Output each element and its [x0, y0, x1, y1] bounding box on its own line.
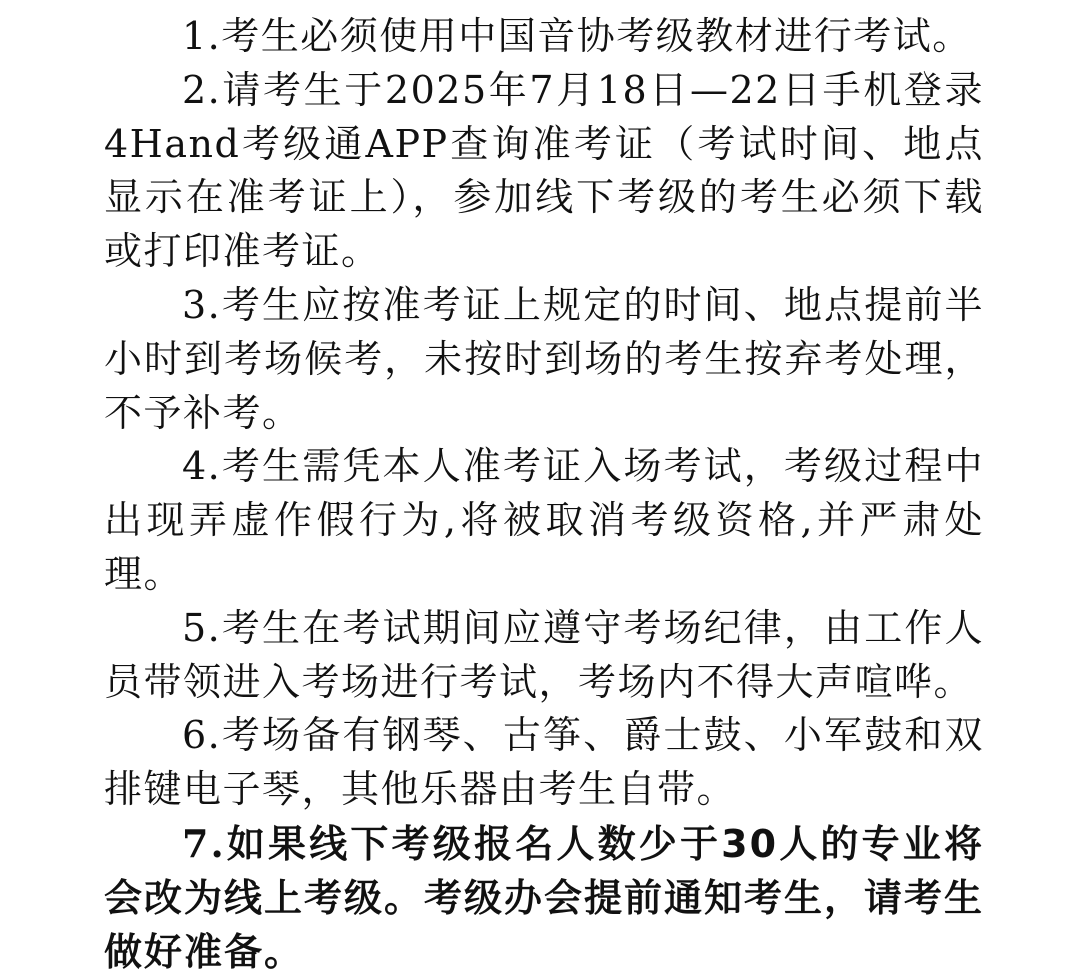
notice-item-2	[104, 64, 984, 279]
item-number: 6.	[182, 713, 222, 758]
item-number: 5.	[182, 605, 222, 650]
item-text: 请考生于2025年7月18日—22日手机登录4Hand考级通APP查询准考证（考试时间、地点显示在准考证上），参加线下考级的考生必须下载或打印准考证。	[104, 67, 984, 274]
item-number: 4.	[182, 444, 222, 489]
item-text: 考场备有钢琴、古筝、爵士鼓、小军鼓和双排键电子琴，其他乐器由考生自带。	[104, 713, 984, 812]
item-text: 考生需凭本人准考证入场考试，考级过程中出现弄虚作假行为,将被取消考级资格,并严肃处理。	[104, 444, 984, 596]
item-number: 2.	[182, 67, 222, 112]
item-text: 如果线下考级报名人数少于30人的专业将会改为线上考级。考级办会提前通知考生，请考生做好准备。	[104, 821, 985, 974]
notice-item-6	[104, 709, 984, 817]
notice-item-5	[104, 602, 984, 710]
notice-list	[104, 10, 984, 979]
item-text: 考生在考试期间应遵守考场纪律，由工作人员带领进入考场进行考试，考场内不得大声喧哗。	[104, 605, 984, 704]
notice-item-3	[104, 279, 984, 440]
item-number: 1.	[182, 14, 222, 58]
notice-item-4	[104, 440, 984, 601]
notice-item-7	[104, 817, 984, 979]
item-number: 7.	[182, 820, 226, 866]
notice-item-1	[104, 10, 984, 64]
item-text: 考生必须使用中国音协考级教材进行考试。	[221, 14, 972, 58]
item-text: 考生应按准考证上规定的时间、地点提前半小时到考场候考，未按时到场的考生按弃考处理，不予补考。	[104, 282, 984, 435]
item-number: 3.	[182, 282, 222, 327]
